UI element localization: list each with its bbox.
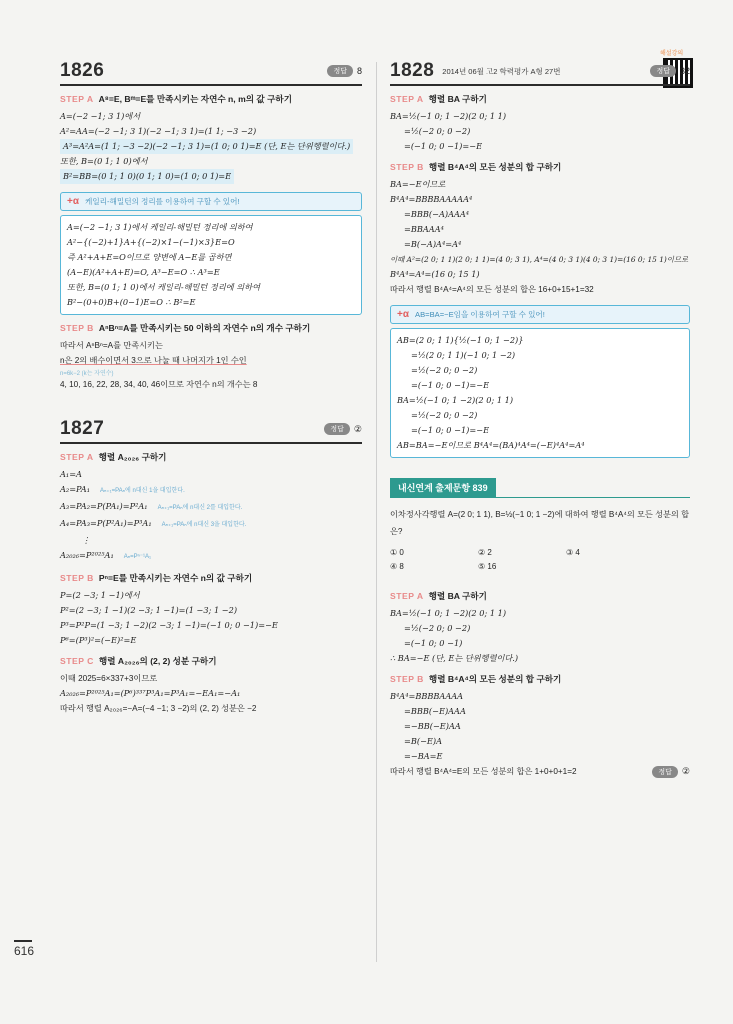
choice[interactable]: ② 2	[478, 548, 492, 557]
answer-value: 32	[679, 66, 690, 76]
step-b	[390, 161, 690, 173]
math-line: A₂₀₂₆=P²⁰²⁵A₁=(P⁶)³³⁷P³A₁=P³A₁=−EA₁=−A₁	[60, 688, 241, 698]
tip-line: =(−1 0; 0 −1)=−E	[411, 425, 490, 435]
step-title: 행렬 B⁴A⁴의 모든 성분의 합 구하기	[428, 162, 562, 172]
math-line: A=(−2 −1; 3 1)에서	[60, 111, 141, 121]
math-line: =−BB(−E)AA	[404, 721, 461, 731]
math-line: =½(−2 0; 0 −2)	[404, 126, 471, 136]
math-line: A₃=PA₂=P(PA₁)=P²A₁	[60, 501, 148, 511]
answer-label: 정답	[324, 423, 350, 435]
final-row	[390, 764, 690, 779]
tip-header	[390, 305, 690, 324]
step-title: AⁿBⁿ=A를 만족시키는 50 이하의 자연수 n의 개수 구하기	[98, 323, 311, 333]
tip-line: B²−(0+0)B+(0−1)E=O ∴ B²=E	[67, 297, 196, 307]
step-a	[60, 93, 362, 105]
step-tag: STEP A	[60, 452, 94, 462]
math-line: B⁴A⁴=BBBBAAAAA⁴	[390, 194, 473, 204]
step-title: 행렬 BA 구하기	[428, 94, 487, 104]
tip-line: =½(−2 0; 0 −2)	[411, 410, 478, 420]
question-text: 이차정사각행렬 A=(2 0; 1 1), B=½(−1 0; 1 −2)에 대하여 행렬 B⁴A⁴의 모든 성분의 합은?	[390, 510, 690, 536]
math-line: B⁴A⁴=A⁴=(16 0; 15 1)	[390, 269, 480, 279]
math-line: BA=½(−1 0; 1 −2)(2 0; 1 1)	[390, 111, 507, 121]
step-a	[390, 590, 690, 602]
related-problem-839	[390, 464, 690, 779]
math-line: P⁶=(P³)²=(−E)²=E	[60, 635, 137, 645]
math-line: P³=P²P=(1 −3; 1 −2)(2 −3; 1 −1)=(−1 0; 0 −1)=−E	[60, 620, 278, 630]
page-number-rule	[14, 940, 32, 942]
step-a	[60, 451, 362, 463]
tip-line: 또한, B=(0 1; 1 0)에서 케일리-해밀턴 정리에 의하여	[67, 282, 260, 292]
page-number: 616	[14, 944, 35, 958]
tip-title: 케일리-해밀턴의 정리를 이용하여 구할 수 있어!	[85, 197, 240, 206]
tip-line: =(−1 0; 0 −1)=−E	[411, 380, 490, 390]
tip-line: BA=½(−1 0; 1 −2)(2 0; 1 1)	[397, 395, 514, 405]
text-line: 4, 10, 16, 22, 28, 34, 40, 46이므로 자연수 n의 개수는 8	[60, 380, 258, 389]
math-line: BA=−E이므로	[390, 179, 446, 189]
text-line: 따라서 행렬 A₂₀₂₆=−A=(−4 −1; 3 −2)의 (2, 2) 성분은 −2	[60, 704, 257, 713]
tip-line: A²−{(−2)+1}A+{(−2)×1−(−1)×3}E=O	[67, 237, 235, 247]
problem-number: 1827	[60, 418, 105, 439]
tip-line: AB=BA=−E이므로 B⁴A⁴=(BA)⁴A⁴=(−E)⁴A⁴=A⁴	[397, 440, 585, 450]
related-bar	[390, 497, 690, 498]
problem-header	[60, 418, 362, 444]
tip-title: AB=BA=−E임을 이용하여 구할 수 있어!	[415, 310, 545, 319]
problem-1828	[390, 60, 690, 458]
math-line: =½(−2 0; 0 −2)	[404, 623, 471, 633]
step-tag: STEP B	[390, 674, 424, 684]
math-line: A₂=PA₁	[60, 484, 91, 494]
choices-row	[390, 546, 690, 560]
plus-alpha-icon: +α	[397, 309, 409, 320]
tip-line: =½(−2 0; 0 −2)	[411, 365, 478, 375]
ellipsis: ⋮	[82, 535, 91, 545]
math-line-highlight: B²=BB=(0 1; 1 0)(0 1; 1 0)=(1 0; 0 1)=E	[60, 169, 234, 184]
step-title: A⁸=E, Bᵐ=E를 만족시키는 자연수 n, m의 값 구하기	[98, 94, 293, 104]
math-line: A²=AA=(−2 −1; 3 1)(−2 −1; 3 1)=(1 1; −3 −2)	[60, 126, 257, 136]
math-line: 또한, B=(0 1; 1 0)에서	[60, 156, 148, 166]
tip-box	[60, 215, 362, 315]
answer-value: ②	[681, 766, 690, 776]
problem-source: 2014년 06월 고2 학력평가 A형 27번	[442, 66, 561, 76]
math-line: BA=½(−1 0; 1 −2)(2 0; 1 1)	[390, 608, 507, 618]
answer-value: ②	[353, 423, 362, 434]
note: n=6k−2 (k는 자연수)	[60, 371, 114, 377]
arrow-note: Aₙ₊₁=PAₙ에 n대신 3을 대입한다.	[161, 522, 247, 528]
math-line: A₄=PA₃=P(P²A₁)=P³A₁	[60, 518, 152, 528]
step-title: 행렬 B⁴A⁴의 모든 성분의 합 구하기	[428, 674, 562, 684]
math-line: A₂₀₂₆=P²⁰²⁵A₁	[60, 550, 114, 560]
choice[interactable]: ① 0	[390, 548, 404, 557]
problem-header	[390, 60, 690, 86]
math-line: =BBB(−E)AAA	[404, 706, 466, 716]
step-b	[390, 673, 690, 685]
choices-row	[390, 560, 690, 574]
qr-label: 해설강의	[660, 51, 684, 57]
right-column	[390, 60, 690, 779]
tip-line: (A−E)(A²+A+E)=O, A³−E=O ∴ A³=E	[67, 267, 220, 277]
problem-number: 1826	[60, 60, 105, 81]
answer-label: 정답	[652, 766, 678, 778]
text-line: 이때 2025=6×337+3이므로	[60, 674, 158, 683]
problem-1826	[60, 60, 362, 392]
math-line-highlight: A³=A²A=(1 1; −3 −2)(−2 −1; 3 1)=(1 0; 0 1)=E (단, E는 단위행렬이다.)	[60, 139, 353, 154]
math-line: P²=(2 −3; 1 −1)(2 −3; 1 −1)=(1 −3; 1 −2)	[60, 605, 238, 615]
tip-line: A=(−2 −1; 3 1)에서 케일리-해밀턴 정리에 의하여	[67, 222, 253, 232]
math-line: =BBAAA⁴	[404, 224, 444, 234]
answer-badge	[324, 423, 362, 435]
step-title: 행렬 A₂₀₂₆ 구하기	[98, 452, 167, 462]
math-line: =(−1 0; 0 −1)=−E	[404, 141, 483, 151]
answer-label: 정답	[327, 65, 353, 77]
choice[interactable]: ③ 4	[566, 548, 580, 557]
text-line: 따라서 행렬 B⁴A⁴=E의 모든 성분의 합은 1+0+0+1=2	[390, 767, 577, 776]
problem-1827	[60, 418, 362, 716]
text-line: 따라서 AⁿBⁿ=A를 만족시키는	[60, 341, 163, 350]
math-line: ∴ BA=−E (단, E는 단위행렬이다.)	[390, 653, 519, 663]
step-tag: STEP B	[390, 162, 424, 172]
plus-alpha-icon: +α	[67, 196, 79, 207]
problem-number: 1828	[390, 60, 435, 81]
arrow-note: Aₙ₊₁=PAₙ에 n대신 1을 대입한다.	[100, 488, 185, 494]
text-line: 따라서 행렬 B⁴A⁴=A⁴의 모든 성분의 합은 16+0+15+1=32	[390, 285, 594, 294]
answer-badge	[327, 65, 362, 77]
math-line: =B(−A)A⁴=A⁴	[404, 239, 462, 249]
tip-line: 즉 A²+A+E=O이므로 양변에 A−E를 곱하면	[67, 252, 232, 262]
math-line: P=(2 −3; 1 −1)에서	[60, 590, 140, 600]
math-line: A₁=A	[60, 469, 82, 479]
problem-header	[60, 60, 362, 86]
step-tag: STEP B	[60, 323, 94, 333]
tip-line: AB=(2 0; 1 1){½(−1 0; 1 −2)}	[397, 335, 524, 345]
step-tag: STEP A	[60, 94, 94, 104]
step-title: Pⁿ=E를 만족시키는 자연수 n의 값 구하기	[98, 573, 253, 583]
step-tag: STEP C	[60, 656, 94, 666]
answer-badge	[650, 65, 690, 77]
tip-header	[60, 192, 362, 211]
answer-badge	[652, 766, 690, 778]
math-line: B⁴A⁴=BBBBAAAA	[390, 691, 464, 701]
step-a	[390, 93, 690, 105]
choice[interactable]: ④ 8	[390, 562, 404, 571]
left-column	[60, 60, 362, 716]
step-title: 행렬 BA 구하기	[428, 591, 487, 601]
step-tag: STEP A	[390, 591, 424, 601]
arrow-note: Aₙ=Pⁿ⁻¹A₁	[123, 554, 152, 560]
column-divider	[376, 62, 377, 962]
math-line: =(−1 0; 0 −1)	[404, 638, 463, 648]
answer-label: 정답	[650, 65, 676, 77]
text-line: n은 2의 배수이면서 3으로 나눌 때 나머지가 1인 수인	[60, 356, 247, 365]
tip-box	[390, 328, 690, 458]
arrow-note: Aₙ₊₁=PAₙ에 n대신 2를 대입한다.	[157, 505, 243, 511]
math-line: =B(−E)A	[404, 736, 443, 746]
step-c	[60, 655, 362, 667]
answer-value: 8	[356, 66, 362, 76]
step-b	[60, 572, 362, 584]
step-tag: STEP A	[390, 94, 424, 104]
step-title: 행렬 A₂₀₂₆의 (2, 2) 성분 구하기	[98, 656, 217, 666]
math-line: 이때 A²=(2 0; 1 1)(2 0; 1 1)=(4 0; 3 1), A⁴=(4 0; 3 1)(4 0; 3 1)=(16 0; 15 1)이므로	[390, 255, 689, 264]
choice[interactable]: ⑤ 16	[478, 562, 497, 571]
tip-line: =½(2 0; 1 1)(−1 0; 1 −2)	[411, 350, 516, 360]
math-line: =−BA=E	[404, 751, 443, 761]
related-label: 내신연계 출제문항 839	[390, 478, 496, 497]
math-line: =BBB(−A)AAA⁴	[404, 209, 470, 219]
step-tag: STEP B	[60, 573, 94, 583]
step-b	[60, 322, 362, 334]
